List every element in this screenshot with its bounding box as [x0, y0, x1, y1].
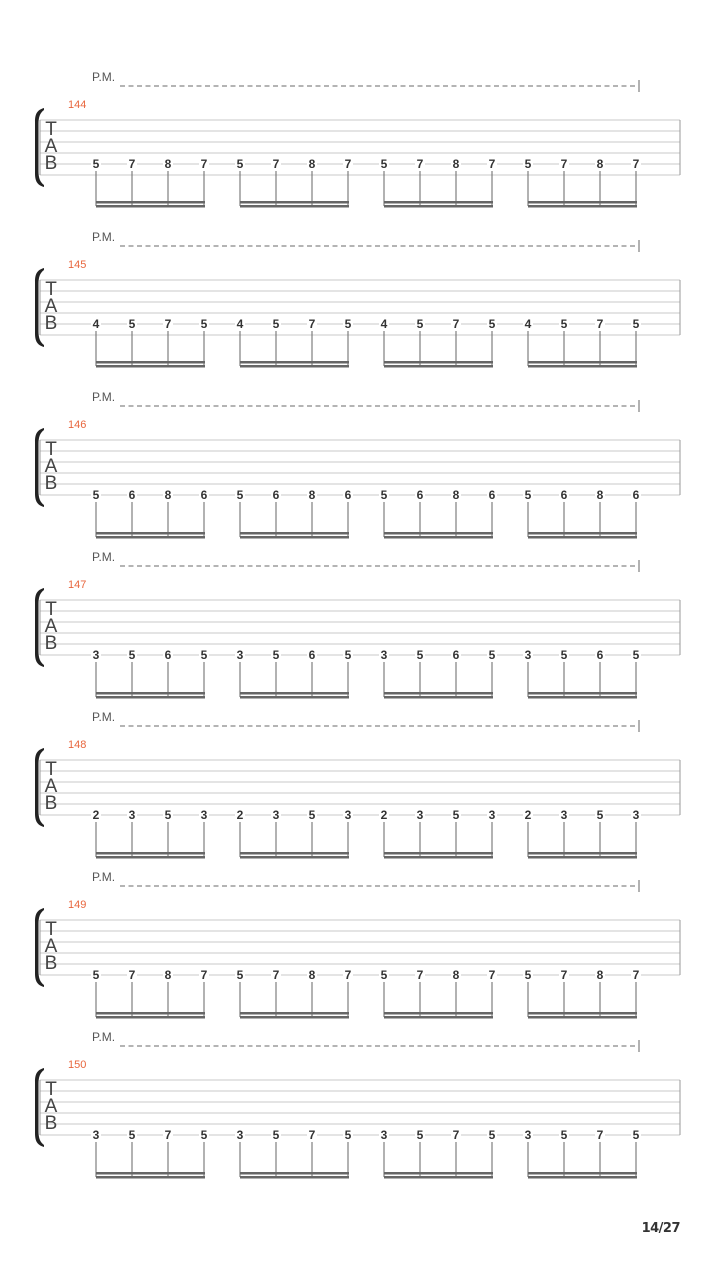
fret-number: 5	[632, 317, 640, 331]
beam-primary	[528, 201, 637, 204]
beam-primary	[528, 532, 637, 535]
fret-number: 5	[632, 648, 640, 662]
fret-number: 5	[452, 808, 460, 822]
fret-number: 7	[488, 968, 496, 982]
beam-secondary	[240, 856, 349, 859]
fret-number: 7	[452, 317, 460, 331]
fret-number: 7	[560, 968, 568, 982]
beam-primary	[384, 201, 493, 204]
fret-number: 6	[164, 648, 172, 662]
fret-number: 8	[452, 157, 460, 171]
fret-number: 4	[236, 317, 244, 331]
fret-number: 5	[488, 317, 496, 331]
fret-number: 5	[344, 1128, 352, 1142]
tab-system	[35, 870, 680, 1019]
fret-number: 7	[344, 157, 352, 171]
beam-secondary	[96, 205, 205, 208]
fret-number: 8	[164, 157, 172, 171]
beam-primary	[384, 1012, 493, 1015]
fret-number: 5	[344, 648, 352, 662]
fret-number: 5	[164, 808, 172, 822]
fret-number: 5	[416, 648, 424, 662]
fret-number: 8	[596, 157, 604, 171]
tab-clef-letter-b: B	[44, 153, 58, 174]
fret-number: 2	[92, 808, 100, 822]
fret-number: 8	[452, 968, 460, 982]
fret-number: 7	[308, 1128, 316, 1142]
fret-number: 7	[632, 157, 640, 171]
fret-number: 5	[416, 317, 424, 331]
fret-number: 3	[128, 808, 136, 822]
tab-clef-letter-b: B	[44, 793, 58, 814]
beam-primary	[384, 692, 493, 695]
measure-number: 148	[68, 739, 87, 751]
fret-number: 7	[164, 1128, 172, 1142]
fret-number: 5	[272, 648, 280, 662]
tab-clef-letter-a: A	[44, 1096, 58, 1117]
fret-number: 5	[488, 648, 496, 662]
fret-number: 7	[272, 157, 280, 171]
fret-number: 5	[524, 968, 532, 982]
beam-secondary	[528, 856, 637, 859]
beam-secondary	[384, 1016, 493, 1019]
beam-primary	[384, 1172, 493, 1175]
beam-secondary	[240, 536, 349, 539]
fret-number: 8	[596, 488, 604, 502]
tab-clef-letter-b: B	[44, 1113, 58, 1134]
beam-primary	[528, 852, 637, 855]
palm-mute-label: P.M.	[92, 550, 116, 564]
fret-number: 3	[236, 1128, 244, 1142]
beam-secondary	[240, 205, 349, 208]
tab-system	[35, 1030, 680, 1179]
beam-primary	[528, 692, 637, 695]
fret-number: 7	[128, 968, 136, 982]
beam-primary	[528, 361, 637, 364]
tab-clef-letter-a: A	[44, 456, 58, 477]
fret-number: 3	[560, 808, 568, 822]
fret-number: 7	[308, 317, 316, 331]
measure-number: 145	[68, 259, 87, 271]
beam-secondary	[528, 365, 637, 368]
fret-number: 5	[380, 488, 388, 502]
beam-primary	[240, 692, 349, 695]
beam-secondary	[384, 365, 493, 368]
beam-primary	[384, 852, 493, 855]
beam-primary	[96, 1172, 205, 1175]
measure-number: 146	[68, 419, 87, 431]
fret-number: 3	[92, 1128, 100, 1142]
fret-number: 2	[236, 808, 244, 822]
beam-primary	[96, 852, 205, 855]
beam-secondary	[384, 856, 493, 859]
beam-secondary	[384, 536, 493, 539]
tab-clef-letter-t: T	[45, 439, 57, 460]
fret-number: 6	[596, 648, 604, 662]
fret-number: 7	[272, 968, 280, 982]
beam-primary	[96, 1012, 205, 1015]
beam-secondary	[384, 1176, 493, 1179]
fret-number: 5	[92, 488, 100, 502]
fret-number: 7	[452, 1128, 460, 1142]
beam-secondary	[528, 536, 637, 539]
page-number: 14/27	[641, 1221, 680, 1236]
tab-clef-letter-b: B	[44, 953, 58, 974]
beam-primary	[240, 1012, 349, 1015]
fret-number: 7	[560, 157, 568, 171]
fret-number: 7	[200, 157, 208, 171]
beam-primary	[528, 1172, 637, 1175]
beam-secondary	[240, 696, 349, 699]
fret-number: 6	[200, 488, 208, 502]
fret-number: 3	[272, 808, 280, 822]
tab-clef-letter-a: A	[44, 136, 58, 157]
tab-system	[35, 230, 680, 368]
fret-number: 7	[416, 968, 424, 982]
fret-number: 5	[236, 968, 244, 982]
fret-number: 7	[200, 968, 208, 982]
tab-clef-letter-t: T	[45, 759, 57, 780]
tab-clef-letter-b: B	[44, 633, 58, 654]
measure-number: 147	[68, 579, 87, 591]
tab-system	[35, 550, 680, 699]
tab-clef-letter-t: T	[45, 919, 57, 940]
beam-secondary	[240, 1016, 349, 1019]
palm-mute-label: P.M.	[92, 230, 116, 244]
fret-number: 2	[524, 808, 532, 822]
beam-secondary	[96, 696, 205, 699]
beam-secondary	[96, 856, 205, 859]
beam-secondary	[240, 365, 349, 368]
tab-clef-letter-t: T	[45, 119, 57, 140]
fret-number: 7	[164, 317, 172, 331]
fret-number: 5	[488, 1128, 496, 1142]
beam-secondary	[96, 1176, 205, 1179]
beam-secondary	[240, 1176, 349, 1179]
beam-primary	[240, 532, 349, 535]
beam-primary	[384, 532, 493, 535]
fret-number: 6	[416, 488, 424, 502]
beam-primary	[96, 361, 205, 364]
fret-number: 3	[524, 648, 532, 662]
fret-number: 5	[128, 648, 136, 662]
fret-number: 5	[344, 317, 352, 331]
fret-number: 5	[200, 648, 208, 662]
fret-number: 5	[416, 1128, 424, 1142]
fret-number: 5	[128, 317, 136, 331]
beam-secondary	[96, 536, 205, 539]
fret-number: 6	[488, 488, 496, 502]
fret-number: 3	[380, 1128, 388, 1142]
fret-number: 7	[344, 968, 352, 982]
fret-number: 5	[596, 808, 604, 822]
fret-number: 6	[632, 488, 640, 502]
fret-number: 6	[308, 648, 316, 662]
fret-number: 5	[308, 808, 316, 822]
beam-secondary	[528, 1176, 637, 1179]
beam-secondary	[528, 696, 637, 699]
fret-number: 7	[488, 157, 496, 171]
tab-clef-letter-a: A	[44, 296, 58, 317]
fret-number: 8	[308, 968, 316, 982]
beam-primary	[240, 361, 349, 364]
fret-number: 7	[596, 1128, 604, 1142]
fret-number: 8	[164, 488, 172, 502]
fret-number: 5	[560, 648, 568, 662]
measure-number: 149	[68, 899, 87, 911]
measure-number: 144	[68, 99, 87, 111]
fret-number: 3	[524, 1128, 532, 1142]
tab-system	[35, 390, 680, 539]
fret-number: 3	[236, 648, 244, 662]
fret-number: 6	[452, 648, 460, 662]
fret-number: 3	[488, 808, 496, 822]
fret-number: 3	[416, 808, 424, 822]
fret-number: 3	[632, 808, 640, 822]
tab-clef-letter-t: T	[45, 279, 57, 300]
tab-clef-letter-a: A	[44, 936, 58, 957]
beam-primary	[96, 692, 205, 695]
tab-clef-letter-t: T	[45, 1079, 57, 1100]
fret-number: 5	[128, 1128, 136, 1142]
fret-number: 3	[200, 808, 208, 822]
fret-number: 4	[380, 317, 388, 331]
tab-clef-letter-b: B	[44, 313, 58, 334]
fret-number: 4	[524, 317, 532, 331]
fret-number: 8	[452, 488, 460, 502]
palm-mute-label: P.M.	[92, 1030, 116, 1044]
tab-clef-letter-a: A	[44, 776, 58, 797]
fret-number: 3	[344, 808, 352, 822]
beam-secondary	[384, 205, 493, 208]
fret-number: 8	[308, 488, 316, 502]
fret-number: 2	[380, 808, 388, 822]
fret-number: 8	[164, 968, 172, 982]
beam-secondary	[96, 365, 205, 368]
tab-clef-letter-a: A	[44, 616, 58, 637]
fret-number: 5	[200, 317, 208, 331]
tab-clef-letter-b: B	[44, 473, 58, 494]
beam-primary	[384, 361, 493, 364]
fret-number: 4	[92, 317, 100, 331]
fret-number: 7	[632, 968, 640, 982]
fret-number: 5	[632, 1128, 640, 1142]
fret-number: 5	[560, 1128, 568, 1142]
fret-number: 7	[596, 317, 604, 331]
fret-number: 5	[380, 157, 388, 171]
beam-primary	[96, 532, 205, 535]
fret-number: 5	[524, 488, 532, 502]
beam-secondary	[96, 1016, 205, 1019]
palm-mute-label: P.M.	[92, 70, 116, 84]
fret-number: 6	[272, 488, 280, 502]
beam-primary	[528, 1012, 637, 1015]
fret-number: 5	[272, 317, 280, 331]
fret-number: 7	[128, 157, 136, 171]
beam-primary	[96, 201, 205, 204]
fret-number: 5	[92, 157, 100, 171]
measure-number: 150	[68, 1059, 87, 1071]
beam-secondary	[528, 205, 637, 208]
tab-system	[35, 710, 680, 859]
palm-mute-label: P.M.	[92, 870, 116, 884]
fret-number: 6	[344, 488, 352, 502]
fret-number: 6	[128, 488, 136, 502]
fret-number: 5	[200, 1128, 208, 1142]
beam-primary	[240, 1172, 349, 1175]
fret-number: 5	[380, 968, 388, 982]
fret-number: 5	[272, 1128, 280, 1142]
palm-mute-label: P.M.	[92, 710, 116, 724]
beam-primary	[240, 852, 349, 855]
fret-number: 6	[560, 488, 568, 502]
fret-number: 5	[92, 968, 100, 982]
fret-number: 8	[596, 968, 604, 982]
tab-system	[35, 70, 680, 208]
tab-clef-letter-t: T	[45, 599, 57, 620]
fret-number: 3	[380, 648, 388, 662]
beam-secondary	[528, 1016, 637, 1019]
palm-mute-label: P.M.	[92, 390, 116, 404]
fret-number: 5	[236, 157, 244, 171]
fret-number: 5	[524, 157, 532, 171]
beam-primary	[240, 201, 349, 204]
fret-number: 7	[416, 157, 424, 171]
fret-number: 8	[308, 157, 316, 171]
fret-number: 5	[236, 488, 244, 502]
fret-number: 5	[560, 317, 568, 331]
fret-number: 3	[92, 648, 100, 662]
beam-secondary	[384, 696, 493, 699]
